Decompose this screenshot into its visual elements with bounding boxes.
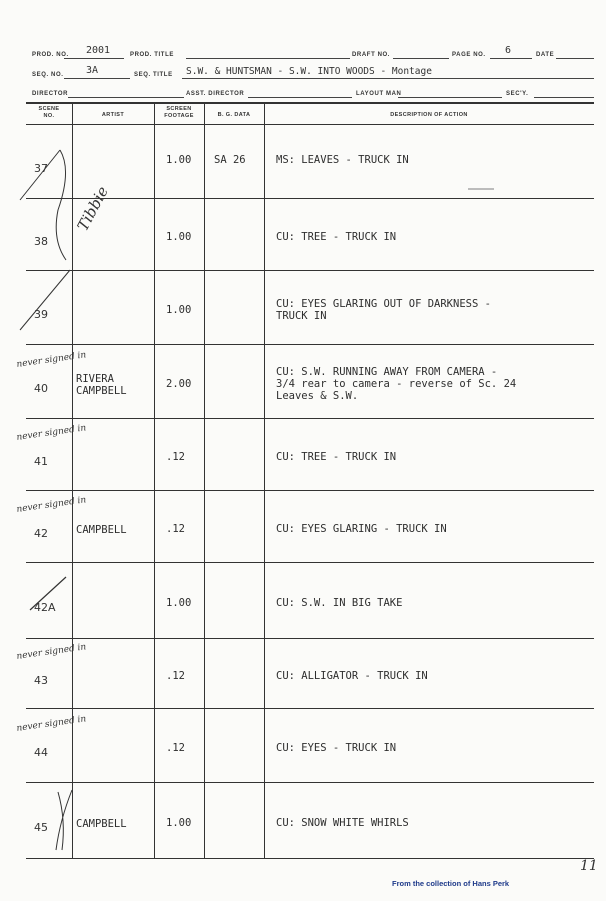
scene-number: 44 [34, 746, 48, 759]
col-header-description: DESCRIPTION OF ACTION [390, 112, 468, 118]
asst-director-label: ASST. DIRECTOR [186, 91, 245, 97]
handwritten-note: never signed in [15, 642, 87, 662]
col-header-artist: ARTIST [101, 112, 125, 118]
action-description: CU: S.W. RUNNING AWAY FROM CAMERA - 3/4 rear to camera - reverse of Sc. 24 Leaves & S.W. [276, 366, 517, 402]
signature: Tibbie [73, 183, 112, 234]
scene-number: 41 [34, 455, 48, 468]
screen-footage: 2.00 [166, 378, 192, 390]
col-header-screen-footage: SCREEN FOOTAGE [164, 106, 194, 119]
handwritten-note: never signed in [15, 350, 87, 370]
scene-number: 42 [34, 527, 48, 540]
action-description: CU: EYES GLARING OUT OF DARKNESS - TRUCK IN [276, 298, 491, 322]
table-row [26, 124, 594, 198]
screen-footage: .12 [166, 670, 185, 682]
scene-number: 37 [34, 162, 48, 175]
table-row [26, 562, 594, 638]
draft-no-line [393, 58, 449, 59]
date-line [556, 58, 594, 59]
table-row [15, 490, 594, 562]
table-row [26, 270, 594, 344]
page-no-value: 6 [505, 45, 512, 56]
scene-number: 45 [34, 821, 48, 834]
screen-footage: 1.00 [166, 154, 192, 166]
action-description: CU: EYES - TRUCK IN [276, 742, 397, 754]
col-header-bg-data: B. G. DATA [217, 112, 251, 118]
prod-no-value: 2001 [86, 45, 111, 56]
seq-no-label: SEQ. NO. [32, 72, 64, 78]
seq-title-label: SEQ. TITLE [134, 72, 173, 78]
screen-footage: .12 [166, 742, 185, 754]
screen-footage: .12 [166, 523, 185, 535]
date-label: DATE [536, 52, 555, 58]
prod-no-line [64, 58, 124, 59]
screen-footage: 1.00 [166, 597, 192, 609]
prod-no-label: PROD. NO. [32, 52, 69, 58]
scene-number: 39 [34, 308, 48, 321]
seq-no-line [64, 78, 130, 79]
table-row [15, 418, 594, 490]
screen-footage: 1.00 [166, 817, 192, 829]
seq-no-value: 3A [86, 65, 99, 76]
page-no-line [490, 58, 532, 59]
action-description: CU: ALLIGATOR - TRUCK IN [276, 670, 428, 682]
page-no-label: PAGE NO. [452, 52, 486, 58]
screen-footage: 1.00 [166, 304, 192, 316]
handwritten-note: never signed in [15, 714, 87, 734]
collection-credit: From the collection of Hans Perk [392, 879, 510, 888]
table-row [26, 198, 594, 270]
scene-number: 43 [34, 674, 48, 687]
table-row [15, 708, 594, 782]
artist-name: RIVERA CAMPBELL [76, 373, 127, 397]
action-description: CU: EYES GLARING - TRUCK IN [276, 523, 447, 535]
seq-title-value: S.W. & HUNTSMAN - S.W. INTO WOODS - Montage [186, 66, 432, 77]
scene-number: 38 [34, 235, 48, 248]
secy-line [534, 97, 594, 98]
action-description: CU: SNOW WHITE WHIRLS [276, 817, 409, 829]
scene-number: 40 [34, 382, 48, 395]
table-row [26, 782, 594, 858]
screen-footage: .12 [166, 451, 185, 463]
screen-footage: 1.00 [166, 231, 192, 243]
seq-title-line [182, 78, 594, 79]
scene-table [15, 102, 594, 859]
prod-title-line [186, 58, 350, 59]
scene-number: 42A [34, 601, 56, 614]
artist-name: CAMPBELL [76, 524, 127, 536]
handwritten-note: never signed in [15, 495, 87, 515]
prod-title-label: PROD. TITLE [130, 52, 174, 58]
director-label: DIRECTOR [32, 91, 69, 97]
handwritten-note: never signed in [15, 423, 87, 443]
col-header-scene-no: SCENE NO. [38, 106, 60, 119]
secy-label: SEC'Y. [506, 91, 529, 97]
action-description: CU: S.W. IN BIG TAKE [276, 597, 403, 609]
layout-man-line [398, 97, 502, 98]
table-row [15, 344, 594, 418]
action-description: CU: TREE - TRUCK IN [276, 231, 397, 243]
artist-name: CAMPBELL [76, 818, 127, 830]
page-mark: 11 [580, 858, 598, 874]
draft-no-label: DRAFT NO. [352, 52, 391, 58]
director-line [68, 97, 184, 98]
layout-man-label: LAYOUT MAN [356, 91, 402, 97]
table-row [15, 638, 594, 708]
action-description: MS: LEAVES - TRUCK IN [276, 154, 409, 166]
asst-director-line [248, 97, 352, 98]
action-description: CU: TREE - TRUCK IN [276, 451, 397, 463]
bg-data: SA 26 [214, 154, 246, 166]
